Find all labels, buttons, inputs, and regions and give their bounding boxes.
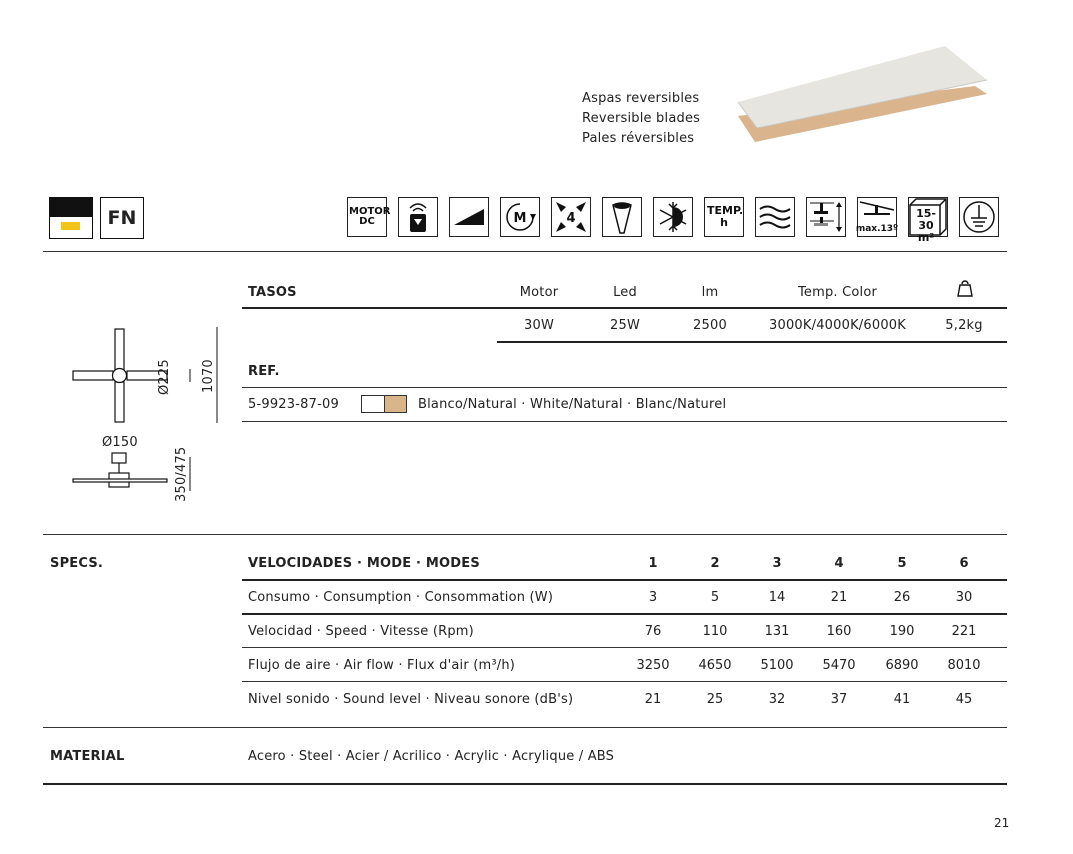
product-name: TASOS: [248, 285, 297, 300]
specs-header: VELOCIDADES · MODE · MODES: [248, 556, 480, 571]
mode-5: 5: [897, 556, 907, 571]
height-icon: [806, 197, 846, 237]
ref-row-divider: [242, 421, 1007, 422]
spec-value: 4650: [698, 658, 732, 673]
spec-value: 76: [644, 624, 662, 639]
dim-height: 350/475: [174, 446, 189, 502]
spec-value: 5100: [760, 658, 794, 673]
light-color-badge: [49, 197, 93, 239]
ref-label: REF.: [248, 364, 280, 379]
spec-row-divider: [242, 681, 1007, 682]
spec-value: 110: [702, 624, 728, 639]
light-icon: [602, 197, 642, 237]
speeds-count: 4: [566, 211, 576, 226]
dim-base-diameter: Ø150: [102, 435, 138, 450]
spec-row-divider: [242, 647, 1007, 648]
spec-row-speed-label: Velocidad · Speed · Vitesse (Rpm): [248, 624, 474, 639]
spec-row-sound-label: Nivel sonido · Sound level · Niveau sonore (dB's): [248, 692, 574, 707]
mode-1: 1: [648, 556, 658, 571]
family-code: FN: [107, 207, 137, 229]
blades-caption-es: Aspas reversibles: [582, 91, 700, 106]
material-top-divider: [43, 727, 1007, 728]
dim-blade-diameter: Ø225: [157, 359, 172, 395]
weight-icon: [956, 279, 974, 297]
family-code-badge: [100, 197, 144, 239]
speeds-icon: [551, 197, 591, 237]
specs-top-divider: [43, 534, 1007, 535]
room-size-icon: [908, 197, 948, 244]
slope-icon: [857, 197, 897, 237]
mode-3: 3: [772, 556, 782, 571]
timer-label: TEMP. h: [707, 204, 744, 229]
mode-6: 6: [959, 556, 969, 571]
header-temp-color: Temp. Color: [797, 285, 878, 300]
spec-value: 5470: [822, 658, 856, 673]
header-led: Led: [613, 285, 637, 300]
product-values-divider: [497, 341, 1007, 343]
spec-value: 8010: [947, 658, 981, 673]
specs-label: SPECS.: [50, 556, 104, 571]
fan-side-view: [73, 453, 167, 487]
spec-value: 190: [889, 624, 915, 639]
summer-winter-icon: [653, 197, 693, 237]
fan-technical-drawing: [65, 325, 225, 505]
spec-row-consumption-label: Consumo · Consumption · Consommation (W): [248, 590, 554, 605]
material-text: Acero · Steel · Acier / Acrilico · Acrylic · Acrylique / ABS: [248, 749, 615, 764]
spec-row-airflow-label: Flujo de aire · Air flow · Flux d'air (m³/h): [248, 658, 516, 673]
spec-row-divider: [242, 613, 1007, 615]
material-label: MATERIAL: [50, 749, 125, 764]
remote-control-icon: [398, 197, 438, 237]
product-header-divider: [242, 307, 1007, 309]
spec-value: 160: [826, 624, 852, 639]
motor-letter: M: [513, 211, 527, 226]
spec-value: 37: [830, 692, 848, 707]
spec-value: 41: [893, 692, 911, 707]
value-weight: 5,2kg: [945, 318, 983, 333]
header-lm: lm: [701, 285, 719, 300]
ref-code: 5-9923-87-09: [248, 397, 339, 412]
spec-value: 3: [648, 590, 658, 605]
page-number: 21: [994, 816, 1010, 830]
spec-value: 30: [955, 590, 973, 605]
badge-yellow-light: [61, 222, 80, 230]
spec-value: 26: [893, 590, 911, 605]
fan-top-view: [73, 329, 167, 422]
value-led: 25W: [610, 318, 640, 333]
airflow-icon: [755, 197, 795, 237]
blades-caption-en: Reversible blades: [582, 111, 701, 126]
spec-value: 5: [710, 590, 720, 605]
value-lm: 2500: [693, 318, 727, 333]
spec-value: 14: [768, 590, 786, 605]
spec-value: 32: [768, 692, 786, 707]
header-motor: Motor: [519, 285, 559, 300]
motor-dc-icon: [347, 197, 391, 237]
motor-reverse-icon: [500, 197, 540, 237]
slope-label: max.13º: [855, 224, 899, 234]
earth-icon: [959, 197, 999, 237]
swatch-natural: [385, 396, 406, 412]
blades-caption: [582, 89, 700, 149]
spec-value: 21: [830, 590, 848, 605]
blades-caption-fr: Pales réversibles: [582, 131, 695, 146]
reversible-blade-illustration: [735, 44, 995, 144]
swatch-white: [362, 396, 385, 412]
badge-black-band: [50, 198, 92, 217]
dimmable-icon: [449, 197, 489, 237]
value-motor: 30W: [524, 318, 554, 333]
room-size-label: 15-30 m²: [916, 207, 936, 244]
spec-value: 6890: [885, 658, 919, 673]
material-bottom-divider: [43, 783, 1007, 785]
spec-value: 131: [764, 624, 790, 639]
finish-description: Blanco/Natural · White/Natural · Blanc/Naturel: [418, 397, 727, 412]
spec-value: 25: [706, 692, 724, 707]
motor-dc-label: MOTOR DC: [349, 206, 391, 227]
ref-header-divider: [242, 387, 1007, 388]
spec-value: 45: [955, 692, 973, 707]
finish-swatch: [361, 395, 407, 413]
timer-icon: [704, 197, 744, 237]
spec-value: 3250: [636, 658, 670, 673]
value-temp-color: 3000K/4000K/6000K: [769, 318, 906, 333]
spec-value: 221: [951, 624, 977, 639]
top-divider: [43, 251, 1007, 252]
specs-header-divider: [242, 579, 1007, 581]
dim-total-diameter: 1070: [201, 359, 216, 393]
mode-2: 2: [710, 556, 720, 571]
mode-4: 4: [834, 556, 844, 571]
spec-value: 21: [644, 692, 662, 707]
